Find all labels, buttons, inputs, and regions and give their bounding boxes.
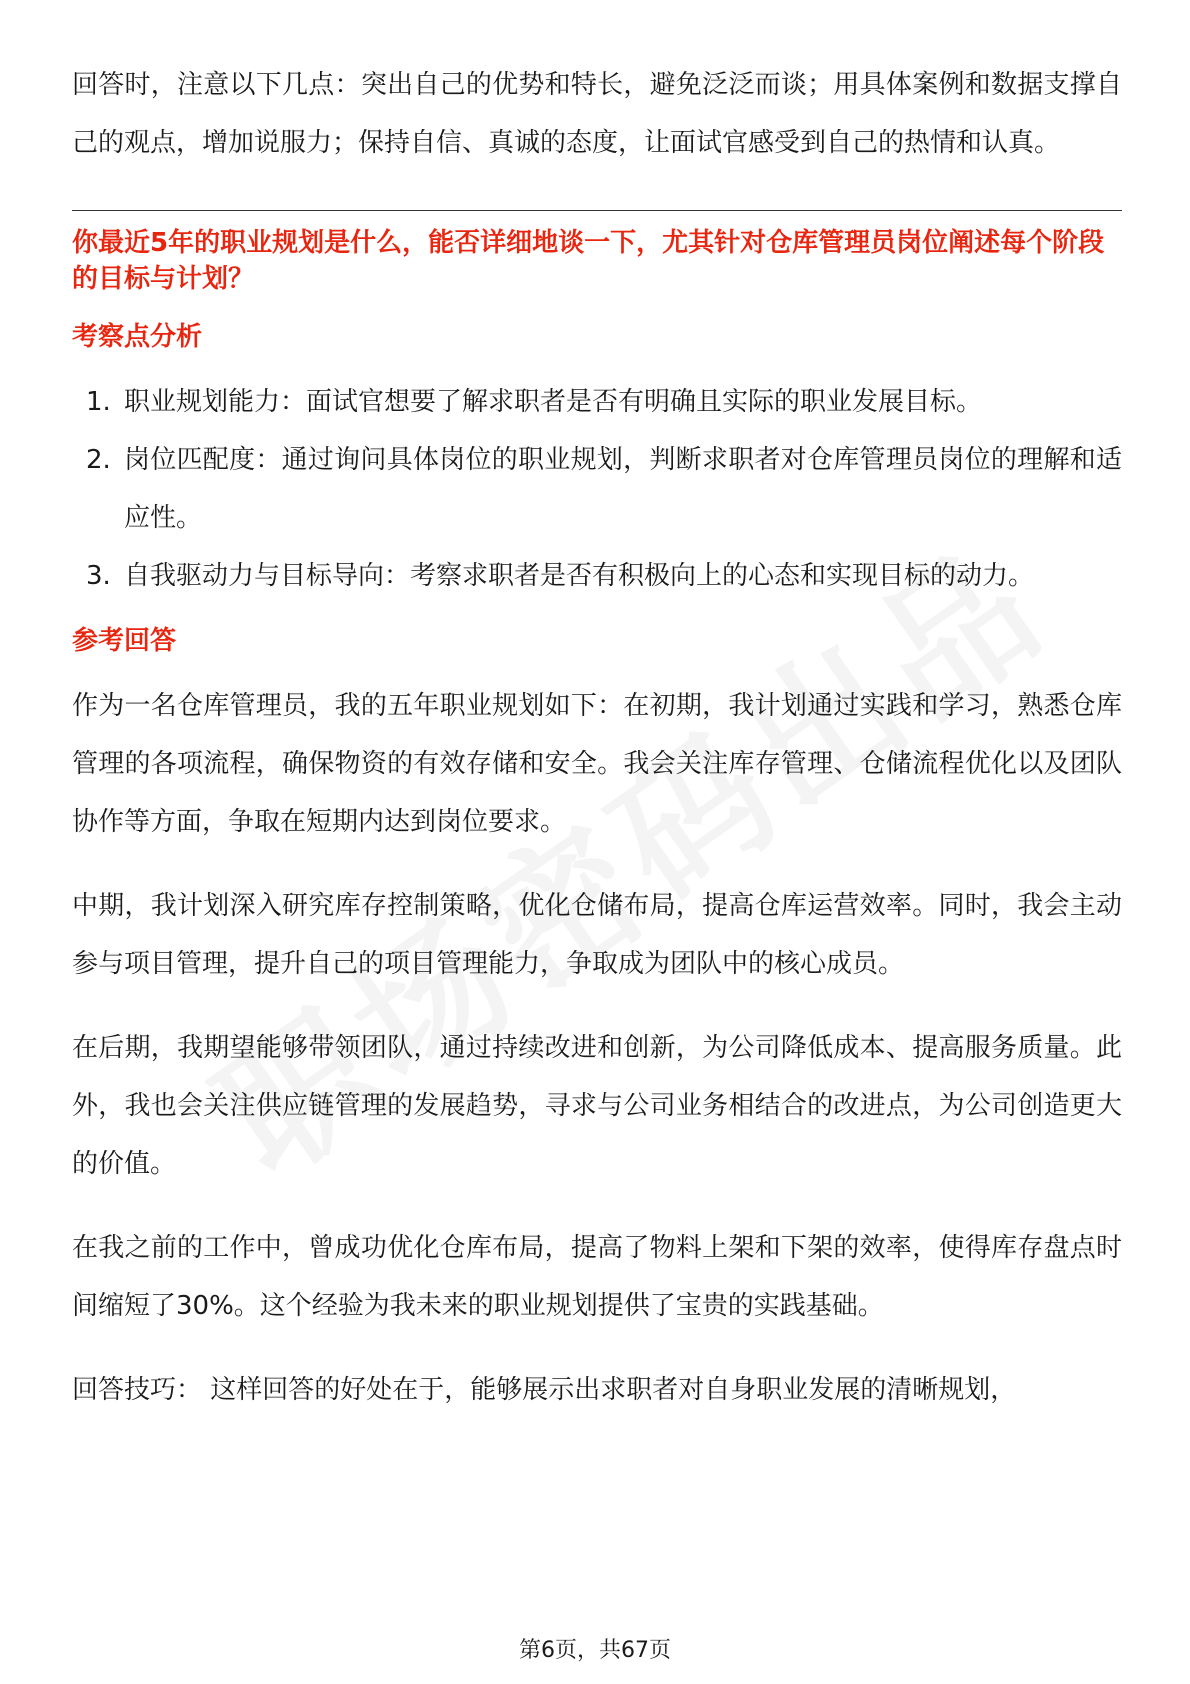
question-heading: 你最近5年的职业规划是什么，能否详细地谈一下，尤其针对仓库管理员岗位阐述每个阶段的目标与计划？ — [72, 228, 1105, 294]
answer-title: 参考回答 — [72, 626, 177, 656]
answer-paragraph: 作为一名仓库管理员，我的五年职业规划如下：在初期，我计划通过实践和学习，熟悉仓库管理的各项流程，确保物资的有效存储和安全。我会关注库存管理、仓储流程优化以及团队协作等方面，争取在短期内达到岗位要求。 — [72, 691, 1122, 837]
analysis-item-number: 3. — [86, 561, 111, 591]
answer-tips-paragraph: 回答技巧： 这样回答的好处在于，能够展示出求职者对自身职业发展的清晰规划， — [72, 1375, 1017, 1405]
page-content — [72, 56, 1122, 1445]
page-number-footer: 第6页，共67页 — [519, 1638, 671, 1663]
section-divider — [72, 210, 1122, 211]
analysis-item-text: 岗位匹配度：通过询问具体岗位的职业规划，判断求职者对仓库管理员岗位的理解和适应性。 — [124, 445, 1122, 533]
analysis-item-number: 1. — [86, 387, 111, 417]
answer-paragraph: 在我之前的工作中，曾成功优化仓库布局，提高了物料上架和下架的效率，使得库存盘点时间缩短了30%。这个经验为我未来的职业规划提供了宝贵的实践基础。 — [72, 1233, 1122, 1321]
analysis-item-text: 自我驱动力与目标导向：考察求职者是否有积极向上的心态和实现目标的动力。 — [124, 561, 1035, 591]
analysis-item-number: 2. — [86, 445, 111, 475]
analysis-title: 考察点分析 — [72, 322, 203, 352]
intro-paragraph: 回答时，注意以下几点：突出自己的优势和特长，避免泛泛而谈；用具体案例和数据支撑自己的观点，增加说服力；保持自信、真诚的态度，让面试官感受到自己的热情和认真。 — [72, 70, 1122, 158]
analysis-item — [72, 431, 1122, 547]
analysis-item — [72, 373, 1122, 431]
answer-paragraph: 在后期，我期望能够带领团队，通过持续改进和创新，为公司降低成本、提高服务质量。此外，我也会关注供应链管理的发展趋势，寻求与公司业务相结合的改进点，为公司创造更大的价值。 — [72, 1033, 1122, 1179]
analysis-item — [72, 547, 1122, 605]
analysis-list — [72, 373, 1122, 605]
answer-paragraph: 中期，我计划深入研究库存控制策略，优化仓储布局，提高仓库运营效率。同时，我会主动参与项目管理，提升自己的项目管理能力，争取成为团队中的核心成员。 — [72, 891, 1122, 979]
analysis-item-text: 职业规划能力：面试官想要了解求职者是否有明确且实际的职业发展目标。 — [124, 387, 983, 417]
